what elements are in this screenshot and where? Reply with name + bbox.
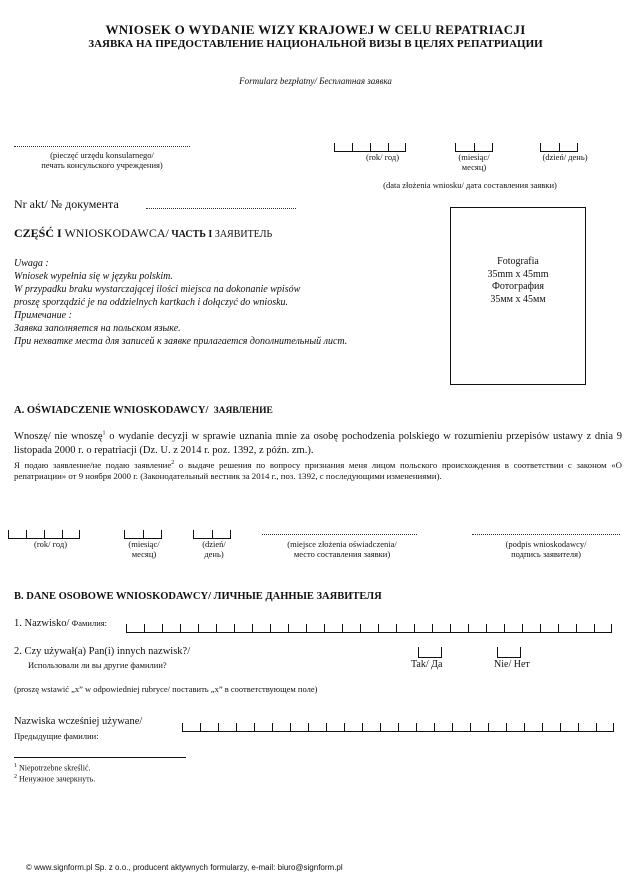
stamp-label-pl: (pieczęć urzędu konsularnego/	[50, 150, 154, 160]
statement-ru-choice: Я подаю заявление/не подаю заявление	[14, 460, 172, 470]
part1-heading-ru: ЗАЯВИТЕЛЬ	[212, 229, 273, 240]
photo-size-pl: 35mm x 45mm	[487, 268, 549, 280]
note-line: Заявка заполняется на польском языке.	[14, 323, 181, 334]
sign-place-label	[262, 540, 422, 560]
surname-label-pl: 1. Nazwisko/	[14, 618, 70, 629]
photo-caption	[451, 256, 585, 306]
date-year-label: (rok/ год)	[366, 152, 400, 162]
part1-heading	[14, 226, 272, 241]
footnote-separator	[14, 757, 186, 758]
date-month-label	[446, 153, 502, 173]
note-line: proszę sporządzić je na oddzielnych kartkach i dołączyć do wniosku.	[14, 297, 289, 308]
previous-surnames-boxes[interactable]	[182, 713, 614, 732]
sign-month-label-pl: (miesiąc/	[128, 539, 160, 549]
checkbox-instruction: (proszę wstawić „x” w odpowiedniej rubryce/ поставить „x” в соответствующем поле)	[14, 684, 318, 694]
sign-signature-field[interactable]	[472, 534, 620, 535]
date-year-boxes[interactable]	[334, 133, 406, 152]
form-subtitle: Formularz bezpłatny/ Бесплатная заявка	[239, 76, 392, 86]
previous-surnames-label: Nazwiska wcześniej używane/	[14, 716, 143, 727]
part1-heading-pl-bold: CZĘŚĆ I	[14, 226, 62, 240]
footnote-ref: 2	[171, 460, 175, 467]
sign-month-boxes[interactable]	[124, 520, 162, 539]
photo-caption-ru: Фотография	[492, 281, 544, 292]
section-a-heading-ru: ЗАЯВЛЕНИЕ	[213, 406, 273, 416]
photo-size-ru: 35мм x 45мм	[490, 293, 546, 305]
doc-number-field[interactable]	[146, 208, 296, 209]
form-title-pl: WNIOSEK O WYDANIE WIZY KRAJOWEJ W CELU REPATRIACJI	[105, 22, 526, 37]
checkbox-yes[interactable]	[418, 647, 442, 658]
part1-heading-pl: WNIOSKODAWCA/	[61, 226, 169, 240]
section-a-heading	[14, 405, 273, 416]
footnote-1-text: Niepotrzebne skreślić.	[17, 763, 91, 773]
date-month-label-ru: месяц)	[461, 161, 487, 172]
footnote-2	[14, 774, 95, 785]
note-line: Примечание :	[14, 310, 72, 321]
sign-month-label-ru: месяц)	[131, 548, 157, 559]
sign-signature-label-pl: (podpis wnioskodawcy/	[505, 539, 587, 549]
other-surnames-question-ru: Использовали ли вы другие фамилии?	[28, 660, 167, 670]
page-footer: © www.signform.pl Sp. z o.o., producent aktywnych formularzy, e-mail: biuro@signform.pl	[26, 863, 343, 872]
stamp-line	[14, 146, 190, 147]
statement-pl-choice: Wnoszę/ nie wnoszę	[14, 431, 103, 442]
section-b-heading: B. DANE OSOBOWE WNIOSKODAWCY/ ЛИЧНЫЕ ДАННЫЕ ЗАЯВИТЕЛЯ	[14, 591, 382, 602]
sign-place-label-pl: (miejsce złożenia oświadczenia/	[287, 539, 397, 549]
statement-ru-text: о выдаче решения по вопросу признания меня лицом польского происхождения в соответствии с законом «О репатриации» от 9 ноября 2000 г. (Законодательный вестник за 2014 г., поз. 1392, с последующими изменениями).	[14, 460, 622, 482]
statement-ru	[14, 460, 622, 483]
sign-day-label-ru: день)	[204, 548, 224, 559]
note-line: W przypadku braku wystarczającej ilości miejsca na dokonanie wpisów	[14, 284, 301, 295]
sign-year-label: (rok/ год)	[34, 539, 68, 549]
date-day-boxes[interactable]	[540, 133, 578, 152]
doc-number-label: Nr akt/ № документа	[14, 197, 119, 211]
sign-year-boxes[interactable]	[8, 520, 80, 539]
checkbox-no-label: Nie/ Нет	[494, 659, 530, 670]
sign-day-label-pl: (dzień/	[202, 539, 226, 549]
other-surnames-question: 2. Czy używał(a) Pan(i) innych nazwisk?/	[14, 646, 191, 657]
stamp-label-ru: печать консульского учреждения)	[41, 159, 163, 170]
stamp-label	[14, 151, 190, 171]
sign-month-label	[116, 540, 172, 560]
previous-surnames-label-ru: Предыдущие фамилии:	[14, 731, 99, 741]
date-month-label-pl: (miesiąc/	[458, 152, 490, 162]
photo-box[interactable]	[450, 207, 586, 385]
footnote-1-mark: 1	[14, 763, 17, 769]
sign-signature-label-ru: подпись заявителя)	[511, 548, 581, 559]
checkbox-yes-label: Tak/ Да	[411, 659, 443, 670]
surname-boxes[interactable]	[126, 614, 612, 633]
sign-place-label-ru: место составления заявки)	[293, 548, 391, 559]
sign-day-boxes[interactable]	[193, 520, 231, 539]
date-day-label: (dzień/ день)	[542, 152, 588, 162]
photo-caption-pl: Fotografia	[497, 256, 539, 267]
date-month-boxes[interactable]	[455, 133, 493, 152]
notes-block	[14, 257, 434, 348]
surname-label-ru: Фамилия:	[69, 618, 108, 628]
footnote-ref: 1	[102, 430, 106, 437]
statement-pl-text: o wydanie decyzji w sprawie uznania mnie za osobę pochodzenia polskiego w rozumieniu przepisów ustawy z dnia 9 listopada 2000 r. o repatriacji (Dz. U. z 2014 r. poz. 1392, z późn. zm.).	[14, 431, 622, 456]
date-caption: (data złożenia wniosku/ дата составления заявки)	[383, 180, 557, 190]
sign-day-label	[186, 540, 242, 560]
sign-signature-label	[472, 540, 620, 560]
section-a-heading-pl: A. OŚWIADCZENIE WNIOSKODAWCY/	[14, 405, 209, 416]
sign-place-field[interactable]	[262, 534, 417, 535]
form-title-ru: ЗАЯВКА НА ПРЕДОСТАВЛЕНИЕ НАЦИОНАЛЬНОЙ ВИЗЫ В ЦЕЛЯХ РЕПАТРИАЦИИ	[88, 38, 543, 50]
surname-label	[14, 618, 107, 629]
statement-pl	[14, 430, 622, 457]
note-line: При нехватке места для записей к заявке прилагается дополнительный лист.	[14, 336, 348, 347]
footnote-1	[14, 763, 91, 774]
note-line: Uwaga :	[14, 258, 49, 269]
part1-heading-ru-bold: ЧАСТЬ I	[168, 229, 213, 240]
footnote-2-mark: 2	[14, 774, 17, 780]
note-line: Wniosek wypełnia się w języku polskim.	[14, 271, 173, 282]
checkbox-no[interactable]	[497, 647, 521, 658]
footnote-2-text: Ненужное зачеркнуть.	[17, 774, 96, 784]
